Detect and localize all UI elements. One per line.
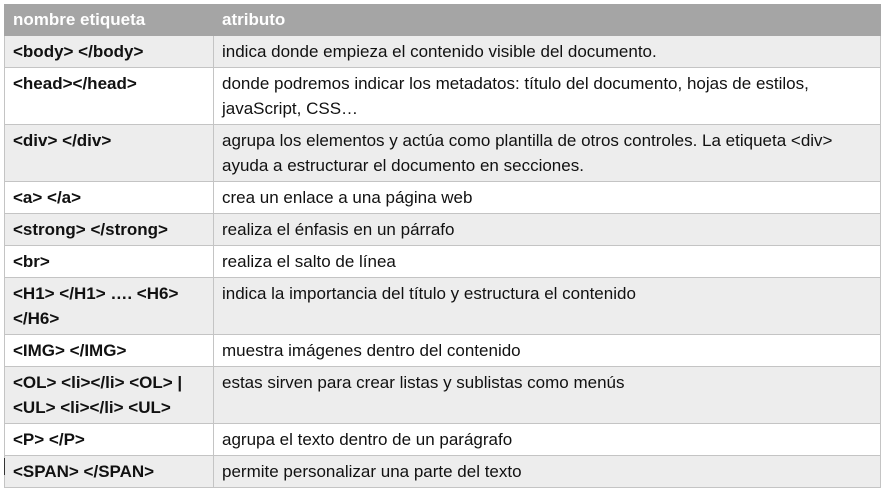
table-row: [5, 335, 881, 367]
description-cell: realiza el salto de línea: [214, 246, 881, 278]
table-row: [5, 36, 881, 68]
tag-cell: <OL> <li></li> <OL> | <UL> <li></li> <UL>: [5, 367, 214, 424]
description-cell: agrupa los elementos y actúa como plantilla de otros controles. La etiqueta <div> ayuda a estructurar el documento en secciones.: [214, 125, 881, 182]
table-row: [5, 456, 881, 488]
tag-cell: <div> </div>: [5, 125, 214, 182]
description-cell: realiza el énfasis en un párrafo: [214, 214, 881, 246]
description-cell: agrupa el texto dentro de un parágrafo: [214, 424, 881, 456]
description-cell: donde podremos indicar los metadatos: título del documento, hojas de estilos, javaScript, CSS…: [214, 68, 881, 125]
table-row: [5, 125, 881, 182]
table-row: [5, 278, 881, 335]
description-cell: indica donde empieza el contenido visible del documento.: [214, 36, 881, 68]
tag-cell: <strong> </strong>: [5, 214, 214, 246]
text-cursor: [4, 458, 5, 475]
table-row: [5, 214, 881, 246]
description-cell: crea un enlace a una página web: [214, 182, 881, 214]
html-tags-table: [4, 4, 881, 488]
tag-cell: <H1> </H1> …. <H6> </H6>: [5, 278, 214, 335]
description-cell: permite personalizar una parte del texto: [214, 456, 881, 488]
table-row: [5, 367, 881, 424]
table-row: [5, 424, 881, 456]
tag-cell: <P> </P>: [5, 424, 214, 456]
tag-cell: <body> </body>: [5, 36, 214, 68]
table-row: [5, 246, 881, 278]
tag-cell: <br>: [5, 246, 214, 278]
header-attribute: atributo: [214, 5, 881, 36]
tag-cell: <head></head>: [5, 68, 214, 125]
table-row: [5, 68, 881, 125]
description-cell: estas sirven para crear listas y sublistas como menús: [214, 367, 881, 424]
header-tag-name: nombre etiqueta: [5, 5, 214, 36]
tag-cell: <a> </a>: [5, 182, 214, 214]
tag-cell: <SPAN> </SPAN>: [5, 456, 214, 488]
description-cell: muestra imágenes dentro del contenido: [214, 335, 881, 367]
table-header-row: [5, 5, 881, 36]
table-row: [5, 182, 881, 214]
tag-cell: <IMG> </IMG>: [5, 335, 214, 367]
description-cell: indica la importancia del título y estructura el contenido: [214, 278, 881, 335]
